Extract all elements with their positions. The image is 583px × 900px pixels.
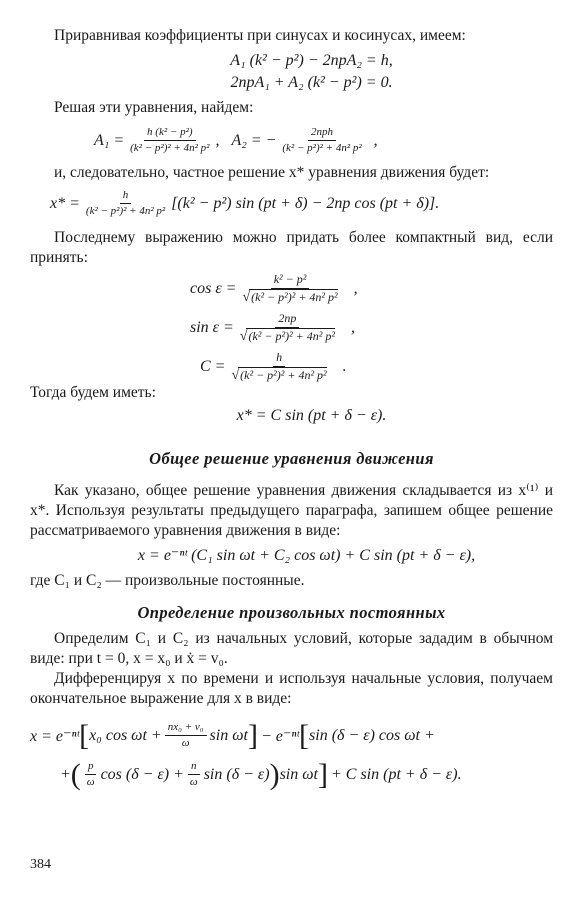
sin-eps-numerator: 2np [275,311,299,328]
a1-numerator: h (k² − p²) [144,126,195,141]
sin-eps-fraction [237,311,338,344]
paragraph-then: Тогда будем иметь: [30,384,156,401]
c-fraction [228,350,329,383]
equation-final-line-1: x = e⁻ⁿᵗ [ x₀ cos ωt + $\frac{\text{nx₀ + v₀}}{\omega}$ sin ωt ] − e⁻ⁿᵗ [ sin (δ − ε) cos ωt + [30,718,435,752]
paragraph-initial-conditions: Определим C₁ и C₂ из начальных условий, которые зададим в обычном виде: при t = 0, x = x₀ и ẋ = v₀. [30,630,553,667]
c-denominator: (k² − p²)² + 4n² p² [240,368,327,382]
paragraph-compact-form: Последнему выражению можно придать более компактный вид, если принять: [30,229,553,266]
equation-cos-eps [30,272,553,305]
cos-eps-lhs: cos ε = [190,279,237,297]
a1-fraction [127,126,212,155]
final-denominator-1: ω [181,737,190,749]
equation-final-line-2: + ( $\frac{p}{\omega}$ cos (δ − ε) + $\frac{n}{\omega}$ sin (δ − ε) ) sin ωt ] + C sin (pt + δ − ε). [60,757,462,791]
cos-eps-end: , [353,279,358,297]
equation-sin-eps [30,311,553,344]
x-star-rhs: [(k² − p²) sin (pt + δ) − 2np cos (pt + δ)]. [171,194,440,212]
equation-x-star-compact: x* = C sin (pt + δ − ε). [236,407,387,424]
a2-end: , [373,131,378,149]
a1-lhs: A₁ = [94,131,125,149]
final-numerator-3: n [188,760,200,775]
sin-eps-denominator: (k² − p²)² + 4n² p² [248,329,335,343]
sin-eps-denominator-wrap [237,328,338,344]
a1-separator: , [215,131,220,149]
final-term-8: + C sin (pt + δ − ε). [330,765,462,783]
paragraph-general-solution: Как указано, общее решение уравнения движения складывается из x⁽¹⁾ и x*. Используя результаты предыдущего параграфа, запишем общее решение рассматриваемого уравнения движения в виде: [30,482,553,539]
final-x-lhs: x = e⁻ⁿᵗ [30,727,80,745]
x-star-fraction [83,189,168,218]
c-numerator: h [273,350,285,367]
paragraph-arbitrary-constants: где C₁ и C₂ — произвольные постоянные. [30,572,305,589]
final-denominator-2: ω [86,776,95,788]
final-term-1: x₀ cos ωt + [89,726,162,744]
a2-lhs: A₂ = − [231,131,277,149]
page-number: 384 [30,857,51,872]
heading-general-solution: Общее решение уравнения движения [149,449,434,468]
equation-x-star [30,189,553,218]
c-lhs: C = [200,357,226,375]
equation-c [30,350,553,383]
final-fraction-2 [84,760,98,789]
final-fraction-3 [187,760,201,789]
equation-a1-a2 [30,126,553,155]
final-numerator-1: nx₀ + v₀ [165,721,207,736]
heading-arbitrary-constants: Определение произвольных постоянных [137,603,446,622]
sqrt-sign: √ [242,290,251,305]
final-fraction-1 [165,721,207,750]
x-star-denominator: (k² − p²)² + 4n² p² [85,205,166,217]
final-term-5: cos (δ − ε) + [100,765,184,783]
paragraph-coefficients: Приравнивая коэффициенты при синусах и косинусах, имеем: [54,27,466,44]
x-star-numerator: h [120,189,132,204]
sin-eps-end: , [350,318,355,336]
final-term-6: sin (δ − ε) [203,765,270,783]
sqrt-sign: √ [231,368,240,383]
final-term-7: sin ωt [279,765,318,783]
paragraph-solving: Решая эти уравнения, найдем: [54,99,254,116]
a2-numerator: 2nph [308,126,336,141]
cos-eps-fraction [239,272,340,305]
equation-general-solution: x = e⁻ⁿᵗ (C₁ sin ωt + C₂ cos ωt) + C sin (pt + δ − ε), [137,547,476,564]
paragraph-particular-solution: и, следовательно, частное решение x* уравнения движения будет: [54,164,490,181]
final-numerator-2: p [85,760,97,775]
sin-eps-lhs: sin ε = [190,318,234,336]
equation-system-line-2: 2npA₁ + A₂ (k² − p²) = 0. [230,74,393,91]
a2-fraction [279,126,364,155]
cos-eps-denominator: (k² − p²)² + 4n² p² [251,290,338,304]
final-term-3: − e⁻ⁿᵗ [260,727,300,745]
final-term-2: sin ωt [209,726,248,744]
sqrt-sign: √ [239,329,248,344]
final-plus: + [60,765,71,783]
final-denominator-3: ω [189,776,198,788]
c-end: . [342,357,347,375]
equation-system-line-1: A₁ (k² − p²) − 2npA₂ = h, [230,52,393,69]
a1-denominator: (k² − p²)² + 4n² p² [130,142,210,154]
final-term-4: sin (δ − ε) cos ωt + [309,726,435,744]
c-denominator-wrap [228,367,329,383]
a2-denominator: (k² − p²)² + 4n² p² [282,142,362,154]
cos-eps-numerator: k² − p² [271,272,310,289]
paragraph-differentiation: Дифференцируя x по времени и используя начальные условия, получаем окончательное выражение для x в виде: [30,670,553,707]
cos-eps-denominator-wrap [239,289,340,305]
x-star-lhs: x* = [50,194,80,212]
